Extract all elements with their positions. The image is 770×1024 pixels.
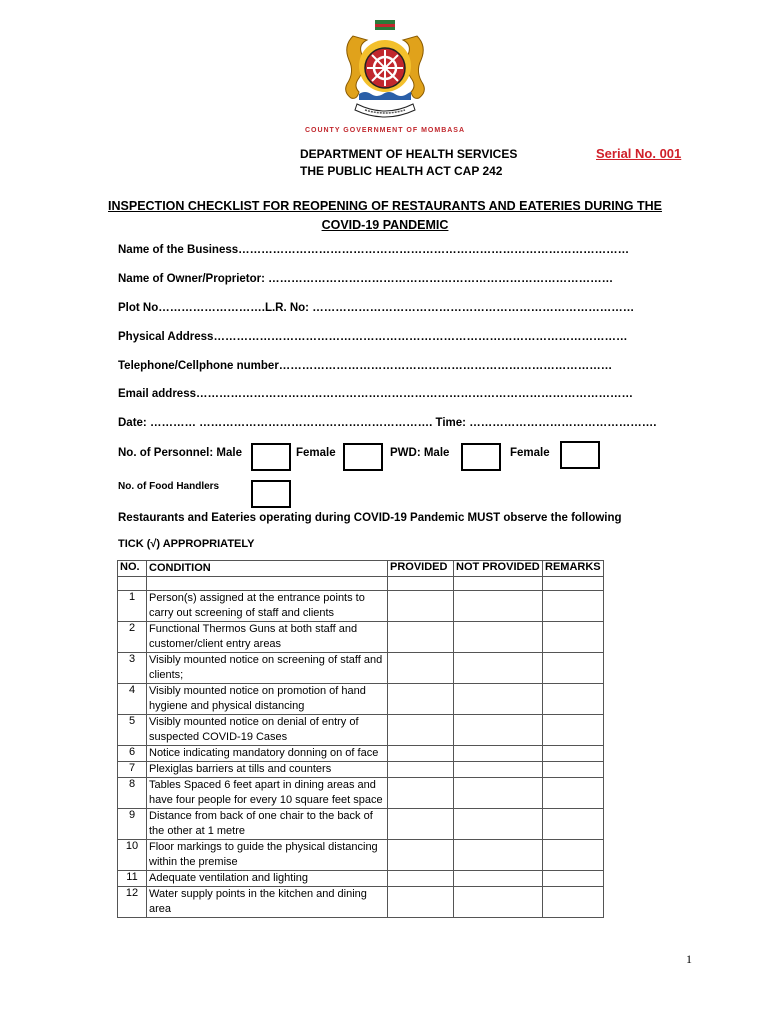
- serial-number: Serial No. 001: [596, 146, 682, 161]
- row-number: 4: [118, 684, 147, 715]
- table-row: [118, 809, 604, 840]
- act-name: THE PUBLIC HEALTH ACT CAP 242: [300, 164, 503, 178]
- header-provided: PROVIDED: [388, 561, 454, 577]
- department-heading: [300, 146, 517, 180]
- row-provided-cell[interactable]: [388, 778, 454, 809]
- row-number: 5: [118, 715, 147, 746]
- food-handlers-label: No. of Food Handlers: [118, 481, 220, 492]
- row-provided-cell[interactable]: [388, 809, 454, 840]
- row-remarks-cell[interactable]: [543, 840, 604, 871]
- personnel-female-box[interactable]: [343, 443, 383, 471]
- row-not-provided-cell[interactable]: [454, 778, 543, 809]
- row-not-provided-cell[interactable]: [454, 746, 543, 762]
- county-coat-of-arms-logo: [335, 14, 435, 126]
- plot-number-field: Plot No……………………….L.R. No: …………………………………………………………………………: [118, 302, 635, 314]
- row-not-provided-cell[interactable]: [454, 622, 543, 653]
- row-not-provided-cell[interactable]: [454, 684, 543, 715]
- row-provided-cell[interactable]: [388, 591, 454, 622]
- row-provided-cell[interactable]: [388, 684, 454, 715]
- table-row: [118, 684, 604, 715]
- table-spacer-row: [118, 577, 604, 591]
- email-field: Email address……………………………………………………………………………………………………: [118, 388, 633, 400]
- pwd-female-box[interactable]: [560, 441, 600, 469]
- row-condition: Functional Thermos Guns at both staff and customer/client entry areas: [147, 622, 388, 653]
- row-provided-cell[interactable]: [388, 746, 454, 762]
- row-provided-cell[interactable]: [388, 887, 454, 918]
- row-number: 12: [118, 887, 147, 918]
- food-handlers-box[interactable]: [251, 480, 291, 508]
- table-row: [118, 840, 604, 871]
- pwd-male-label: PWD: Male: [390, 447, 450, 459]
- pwd-female-label: Female: [510, 447, 550, 459]
- row-number: 3: [118, 653, 147, 684]
- row-remarks-cell[interactable]: [543, 871, 604, 887]
- table-header-row: [118, 561, 604, 577]
- personnel-male-label: No. of Personnel: Male: [118, 447, 242, 459]
- pwd-male-box[interactable]: [461, 443, 501, 471]
- row-provided-cell[interactable]: [388, 762, 454, 778]
- row-condition: Distance from back of one chair to the back of the other at 1 metre: [147, 809, 388, 840]
- row-number: 2: [118, 622, 147, 653]
- form-title-line1: INSPECTION CHECKLIST FOR REOPENING OF RESTAURANTS AND EATERIES DURING THE: [108, 199, 662, 213]
- form-title: [100, 197, 670, 235]
- table-row: [118, 871, 604, 887]
- row-remarks-cell[interactable]: [543, 778, 604, 809]
- row-condition: Plexiglas barriers at tills and counters: [147, 762, 388, 778]
- row-condition: Visibly mounted notice on screening of staff and clients;: [147, 653, 388, 684]
- row-number: 8: [118, 778, 147, 809]
- page-number: 1: [686, 952, 692, 966]
- form-title-line2: COVID-19 PANDEMIC: [321, 218, 449, 232]
- spacer-cell: [388, 577, 454, 591]
- owner-name-field: Name of Owner/Proprietor: ………………………………………………………………………………: [118, 273, 614, 285]
- spacer-cell: [454, 577, 543, 591]
- row-condition: Notice indicating mandatory donning on of face: [147, 746, 388, 762]
- row-remarks-cell[interactable]: [543, 622, 604, 653]
- table-row: [118, 715, 604, 746]
- row-number: 6: [118, 746, 147, 762]
- row-condition: Floor markings to guide the physical distancing within the premise: [147, 840, 388, 871]
- row-not-provided-cell[interactable]: [454, 653, 543, 684]
- spacer-cell: [118, 577, 147, 591]
- row-not-provided-cell[interactable]: [454, 840, 543, 871]
- row-provided-cell[interactable]: [388, 622, 454, 653]
- row-not-provided-cell[interactable]: [454, 871, 543, 887]
- row-condition: Visibly mounted notice on promotion of hand hygiene and physical distancing: [147, 684, 388, 715]
- row-not-provided-cell[interactable]: [454, 715, 543, 746]
- row-number: 7: [118, 762, 147, 778]
- department-name: DEPARTMENT OF HEALTH SERVICES: [300, 147, 518, 161]
- physical-address-field: Physical Address………………………………………………………………………………………………: [118, 331, 628, 343]
- row-number: 11: [118, 871, 147, 887]
- header-not-provided: NOT PROVIDED: [454, 561, 543, 577]
- row-condition: Person(s) assigned at the entrance points to carry out screening of staff and clients: [147, 591, 388, 622]
- row-number: 1: [118, 591, 147, 622]
- row-remarks-cell[interactable]: [543, 591, 604, 622]
- row-provided-cell[interactable]: [388, 871, 454, 887]
- row-remarks-cell[interactable]: [543, 887, 604, 918]
- row-not-provided-cell[interactable]: [454, 887, 543, 918]
- table-row: [118, 762, 604, 778]
- header-no: NO.: [118, 561, 147, 577]
- row-remarks-cell[interactable]: [543, 762, 604, 778]
- row-remarks-cell[interactable]: [543, 715, 604, 746]
- row-number: 9: [118, 809, 147, 840]
- row-remarks-cell[interactable]: [543, 684, 604, 715]
- row-remarks-cell[interactable]: [543, 809, 604, 840]
- row-not-provided-cell[interactable]: [454, 809, 543, 840]
- header-remarks: REMARKS: [543, 561, 604, 577]
- instruction-note: Restaurants and Eateries operating during COVID-19 Pandemic MUST observe the following: [118, 512, 622, 524]
- county-name: COUNTY GOVERNMENT OF MOMBASA: [304, 127, 466, 134]
- row-not-provided-cell[interactable]: [454, 762, 543, 778]
- telephone-field: Telephone/Cellphone number……………………………………………………………………………: [118, 360, 613, 372]
- tick-instruction: TICK (√) APPROPRIATELY: [118, 538, 255, 550]
- row-not-provided-cell[interactable]: [454, 591, 543, 622]
- business-name-field: Name of the Business…………………………………………………………………………………………: [118, 244, 630, 256]
- inspection-checklist-table: [117, 560, 604, 918]
- header-condition: CONDITION: [147, 561, 388, 577]
- row-condition: Adequate ventilation and lighting: [147, 871, 388, 887]
- row-remarks-cell[interactable]: [543, 746, 604, 762]
- personnel-male-box[interactable]: [251, 443, 291, 471]
- row-condition: Water supply points in the kitchen and dining area: [147, 887, 388, 918]
- row-provided-cell[interactable]: [388, 715, 454, 746]
- row-provided-cell[interactable]: [388, 653, 454, 684]
- personnel-female-label: Female: [296, 447, 336, 459]
- row-condition: Visibly mounted notice on denial of entry of suspected COVID-19 Cases: [147, 715, 388, 746]
- table-row: [118, 746, 604, 762]
- spacer-cell: [147, 577, 388, 591]
- table-row: [118, 778, 604, 809]
- row-remarks-cell[interactable]: [543, 653, 604, 684]
- table-row: [118, 653, 604, 684]
- row-provided-cell[interactable]: [388, 840, 454, 871]
- row-number: 10: [118, 840, 147, 871]
- date-time-field: Date: ………… ……………………………………………………. Time: ………………………………………….: [118, 417, 657, 429]
- row-condition: Tables Spaced 6 feet apart in dining areas and have four people for every 10 square feet space: [147, 778, 388, 809]
- spacer-cell: [543, 577, 604, 591]
- table-row: [118, 591, 604, 622]
- table-row: [118, 887, 604, 918]
- table-row: [118, 622, 604, 653]
